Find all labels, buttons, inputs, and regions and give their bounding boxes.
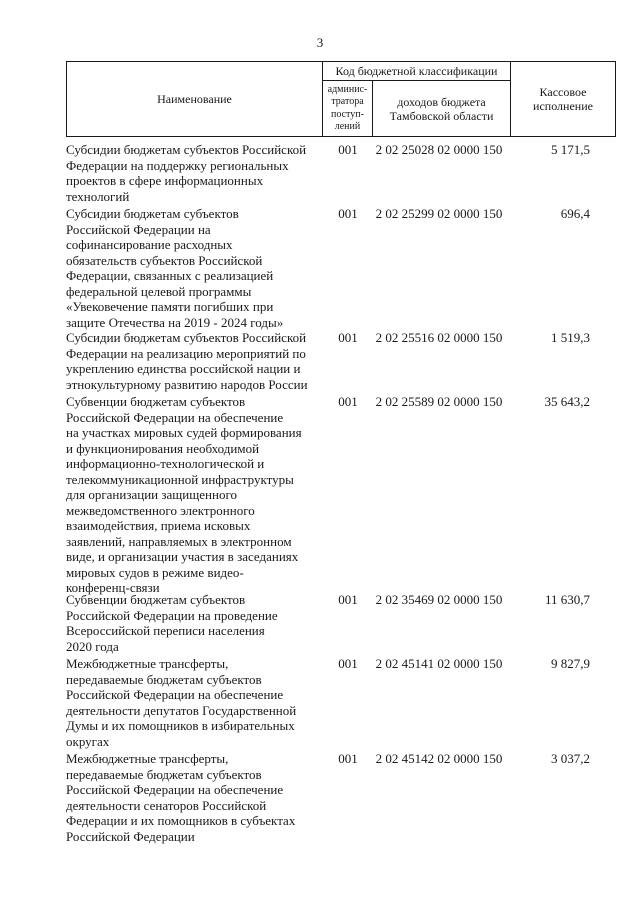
row-income-code: 2 02 45142 02 0000 150	[375, 751, 503, 766]
row-income-code: 2 02 25299 02 0000 150	[375, 206, 503, 221]
row-amount: 3 037,2	[551, 751, 590, 766]
row-income-code: 2 02 35469 02 0000 150	[375, 592, 503, 607]
row-income-code: 2 02 25516 02 0000 150	[375, 330, 503, 345]
row-name: Субвенции бюджетам субъектов Российской Федерации на проведение Всероссийской переписи населения 2020 года	[66, 592, 278, 654]
row-income-code: 2 02 45141 02 0000 150	[375, 656, 503, 671]
row-amount: 9 827,9	[551, 656, 590, 671]
header-code-group-cell: Код бюджетной классификации	[335, 64, 498, 78]
row-name: Субсидии бюджетам субъектов Российской Федерации на поддержку региональных проектов в сфере информационных технологий	[66, 142, 307, 204]
row-admin-code: 001	[338, 751, 358, 766]
header-amount-cell: Кассовое исполнение	[533, 85, 593, 113]
row-admin-code: 001	[338, 330, 358, 345]
header-income-cell: доходов бюджета Тамбовской области	[389, 94, 494, 123]
row-admin-code: 001	[338, 656, 358, 671]
row-admin-code: 001	[338, 394, 358, 409]
page-number: 3	[316, 35, 324, 50]
header-bottom-border	[66, 136, 616, 137]
header-right-border	[615, 61, 616, 137]
row-admin-code: 001	[338, 142, 358, 157]
row-name: Межбюджетные трансферты, передаваемые бюджетам субъектов Российской Федерации на обеспечение деятельности депутатов Государственной Думы и их помощников в избирательных округах	[66, 656, 297, 749]
header-admin-cell: админис- тратора поступ- лений	[327, 83, 368, 132]
row-amount: 1 519,3	[551, 330, 590, 345]
row-name: Субвенции бюджетам субъектов Российской Федерации на обеспечение на участках мировых судей формирования и функционирования необходимой информационно-технологической и телекоммуникационной инфраструктуры для организации защищенного межведомственного электронного взаимодействия, приема исковых заявлений, направляемых в электронном виде, и организации участия в заседаниях мировых судов в режиме видео- конференц-связи	[66, 394, 302, 595]
row-admin-code: 001	[338, 592, 358, 607]
row-income-code: 2 02 25589 02 0000 150	[375, 394, 503, 409]
header-name-cell: Наименование	[157, 92, 232, 106]
row-name: Субсидии бюджетам субъектов Российской Федерации на софинансирование расходных обязательств субъектов Российской Федерации, связанных с реализацией федеральной целевой программы «Увековечение памяти погибших при защите Отечества на 2019 - 2024 годы»	[66, 206, 284, 330]
row-income-code: 2 02 25028 02 0000 150	[375, 142, 503, 157]
row-amount: 5 171,5	[551, 142, 590, 157]
row-amount: 35 643,2	[544, 394, 590, 409]
row-amount: 696,4	[560, 206, 590, 221]
row-admin-code: 001	[338, 206, 358, 221]
row-amount: 11 630,7	[544, 592, 590, 607]
row-name: Межбюджетные трансферты, передаваемые бюджетам субъектов Российской Федерации на обеспечение деятельности сенаторов Российской Федерации и их помощников в субъектах Российской Федерации	[66, 751, 296, 844]
row-name: Субсидии бюджетам субъектов Российской Федерации на реализацию мероприятий по укреплению единства российской нации и этнокультурному развитию народов России	[66, 330, 308, 392]
table-header	[66, 61, 616, 137]
